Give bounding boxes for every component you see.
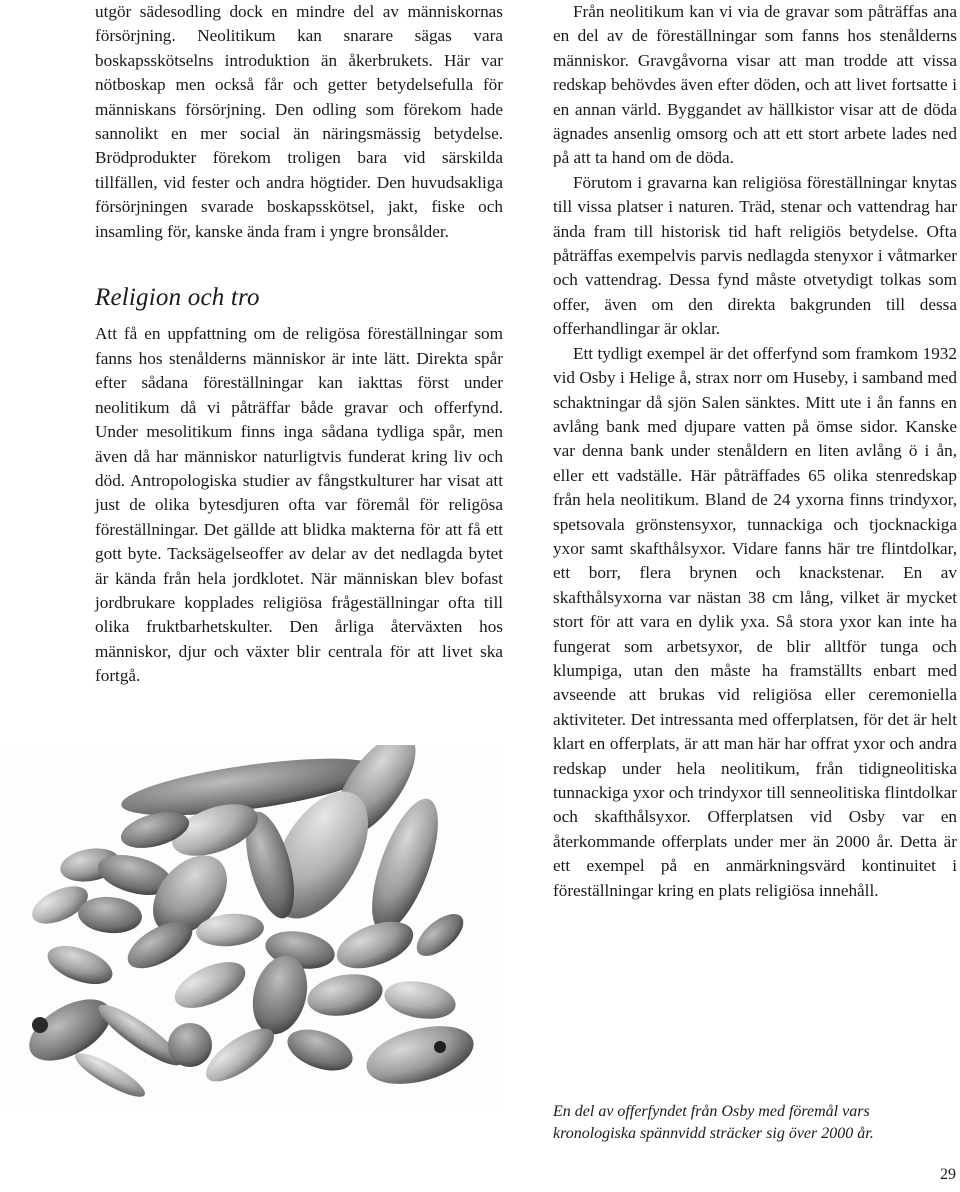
stone-artifacts-photo [0, 745, 503, 1105]
body-paragraph: utgör sädesodling dock en mindre del av människornas försörjning. Neolitikum kan snarare sägas vara boskapsskötselns introduktion än åkerbrukets. Här var nötboskap men också får och getter betydelsefulla för människans försörjning. Den odling som förekom hade sannolikt en mer social än näringsmässig betydelse. Brödprodukter förekom troligen bara vid särskilda tillfällen, vid fester och andra högtider. Den huvudsakliga försörjningen svarade boskapsskötsel, jakt, fiske och insamling för, kanske ända fram i yngre bronsålder. [95, 2, 503, 241]
section-heading: Religion och tro [95, 284, 260, 312]
stone-artifacts-illustration [0, 745, 503, 1105]
right-column [553, 0, 957, 903]
body-paragraph: Förutom i gravarna kan religiösa föreställningar knytas till vissa platser i naturen. Träd, stenar och vattendrag har ända fram till historisk tid haft religiös betydelse. Ofta påträffas exempelvis parvis nedlagda stenyxor i våtmarker och vattendrag. Dessa fynd måste otvetydigt tolkas som offer, även om den direkta bakgrunden till dessa offerhandlingar är oklar. [553, 172, 957, 339]
body-paragraph: Från neolitikum kan vi via de gravar som påträffas ana en del av de föreställningar som fanns hos stenålderns människor. Gravgåvorna visar att man trodde att vissa redskap behövdes även efter döden, och att livet fortsatte i en annan värld. Byggandet av hällkistor visar att de döda ägnades ansenlig omsorg och att ett stort arbete lades ned på att ta hand om de döda. [553, 2, 957, 168]
left-column [95, 0, 503, 689]
photo-caption: En del av offerfyndet från Osby med föremål vars kronologiska spännvidd sträcker sig över 2000 år. [553, 1103, 874, 1142]
body-paragraph: Ett tydligt exempel är det offerfynd som framkom 1932 vid Osby i Helige å, strax norr om Huseby, i samband med schaktningar då sjön Salen sänktes. Mitt ute i ån fanns en avlång bank med djupare vatten på ömse sidor. Kanske var denna bank under stenåldern en liten avlång ö i ån, eller ett vadställe. Här påträffades 65 olika stenredskap från hela neolitikum. Bland de 24 yxorna finns trindyxor, spetsovala grönstensyxor, tunnackiga och tjocknackiga yxor samt skafthålsyxor. Vidare fanns här tre flintdolkar, ett borr, flera brynen och knackstenar. En av skafthålsyxorna var nästan 38 cm lång, vilket är mycket stort för att vara en dylik yxa. Så stora yxor kan inte ha fungerat som arbetsyxor, de blir alltför tunga och klumpiga, utan den måste ha framställts enbart med avseende att brukas vid religiösa eller ceremoniella aktiviteter. Det intressanta med offerplatsen, för det är helt klart en offerplats, är att man här har offrat yxor och andra redskap under hela neolitikum, från tidigneolitiska tunnackiga yxor och trindyxor till senneolitiska flintdolkar och skafthålsyxor. Offerplatsen vid Osby var en återkommande offerplats under mer än 2000 år. Detta är ett exempel på en anmärkningsvärd kontinuitet i föreställningar kring en plats religiösa innehåll. [553, 343, 957, 900]
page-number: 29 [940, 1166, 956, 1183]
body-paragraph: Att få en uppfattning om de religösa föreställningar som fanns hos stenålderns människor är inte lätt. Direkta spår efter sådana föreställningar kan iakttas först under neolitikum då vi påträffar både gravar och offerfynd. Under mesolitikum finns inga sådana tydliga spår, men även då har människor naturligtvis funderat kring liv och död. Antropologiska studier av fångstkulturer har visat att just de olika bytesdjuren ofta var föremål för religösa föreställningar. Det gällde att blidka makterna för att få ett gott byte. Tacksägelseoffer av delar av det nedlagda bytet är kända från hela jordklotet. När människan blev bofast jordbrukare kopplades religiösa frågeställningar ofta till olika fruktbarhetskulter. Den årliga återväxten hos människor, djur och växter blir centrala för att livet ska fortgå. [95, 324, 503, 686]
